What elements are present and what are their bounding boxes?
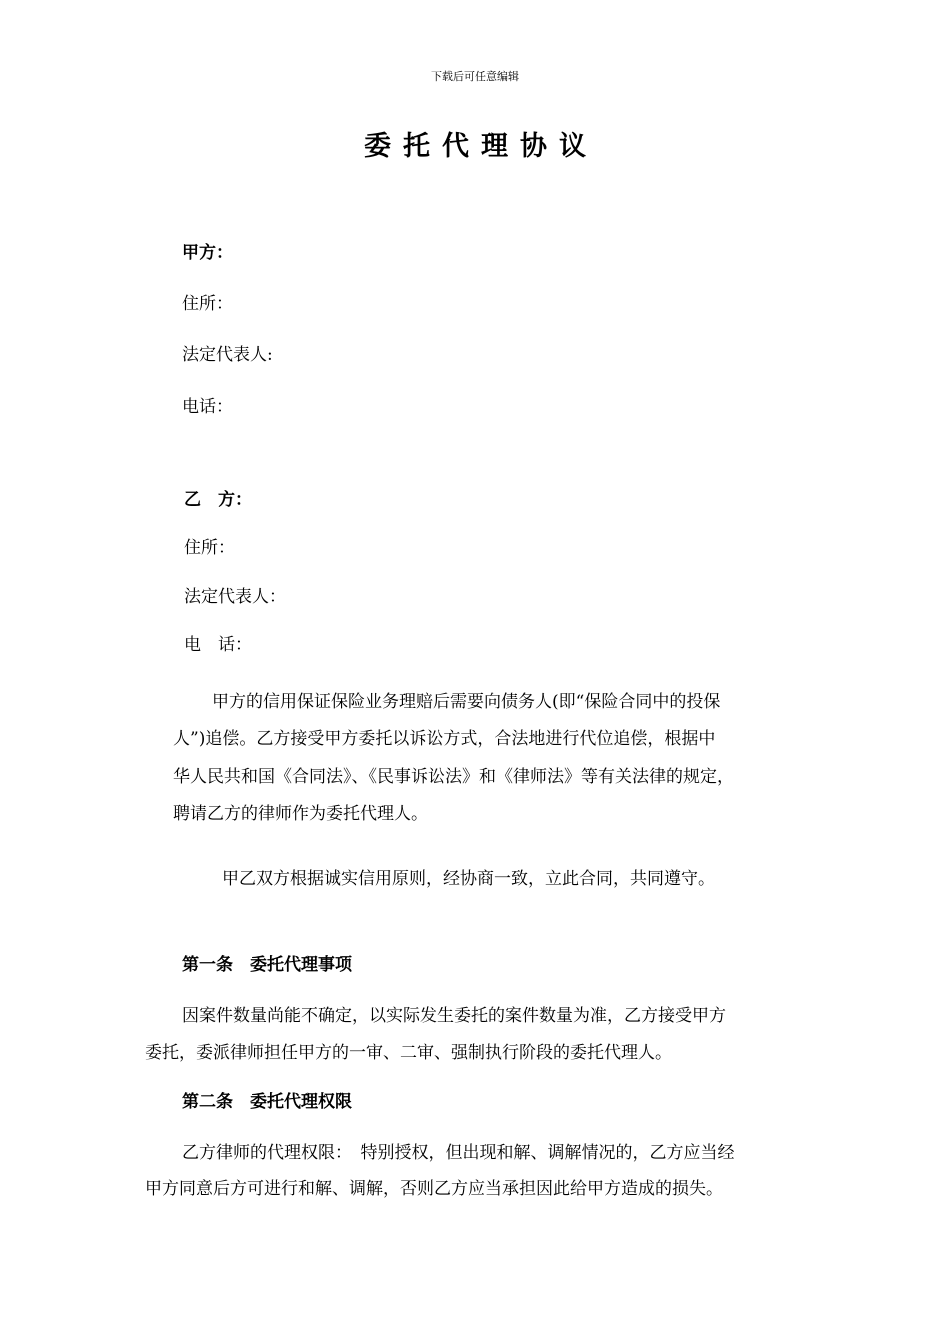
- agreement-statement: 甲乙双方根据诚实信用原则，经协商一致，立此合同，共同遵守。: [222, 869, 715, 889]
- party-a-address: 住所：: [182, 294, 233, 314]
- intro-line-2: 人”)追偿。乙方接受甲方委托以诉讼方式，合法地进行代位追偿，根据中: [173, 729, 716, 749]
- party-a-representative: 法定代表人:: [182, 345, 273, 365]
- party-b-phone: 电 话：: [184, 635, 252, 655]
- intro-line-1: 甲方的信用保证保险业务理赔后需要向债务人(即“保险合同中的投保: [212, 692, 721, 712]
- party-b-representative: 法定代表人：: [184, 587, 286, 607]
- party-a-phone: 电话：: [182, 397, 233, 417]
- document-title: 委托代理协议: [364, 131, 598, 162]
- article-2-heading: 第二条 委托代理权限: [182, 1092, 352, 1112]
- party-b-address: 住所：: [184, 538, 235, 558]
- party-b-label: 乙 方：: [184, 490, 252, 510]
- article-1-heading: 第一条 委托代理事项: [182, 955, 352, 975]
- intro-line-3: 华人民共和国《合同法》、《民事诉讼法》和《律师法》等有关法律的规定，: [173, 767, 734, 787]
- party-a-label: 甲方：: [182, 243, 233, 263]
- article-1-line-1: 因案件数量尚能不确定，以实际发生委托的案件数量为准，乙方接受甲方: [182, 1006, 726, 1026]
- article-2-line-2: 甲方同意后方可进行和解、调解，否则乙方应当承担因此给甲方造成的损失。: [145, 1179, 723, 1199]
- intro-line-4: 聘请乙方的律师作为委托代理人。: [173, 804, 428, 824]
- article-1-line-2: 委托，委派律师担任甲方的一审、二审、强制执行阶段的委托代理人。: [145, 1043, 672, 1063]
- article-2-line-1: 乙方律师的代理权限： 特别授权，但出现和解、调解情况的，乙方应当经: [182, 1143, 735, 1163]
- page-header: 下载后可任意编辑: [431, 70, 519, 83]
